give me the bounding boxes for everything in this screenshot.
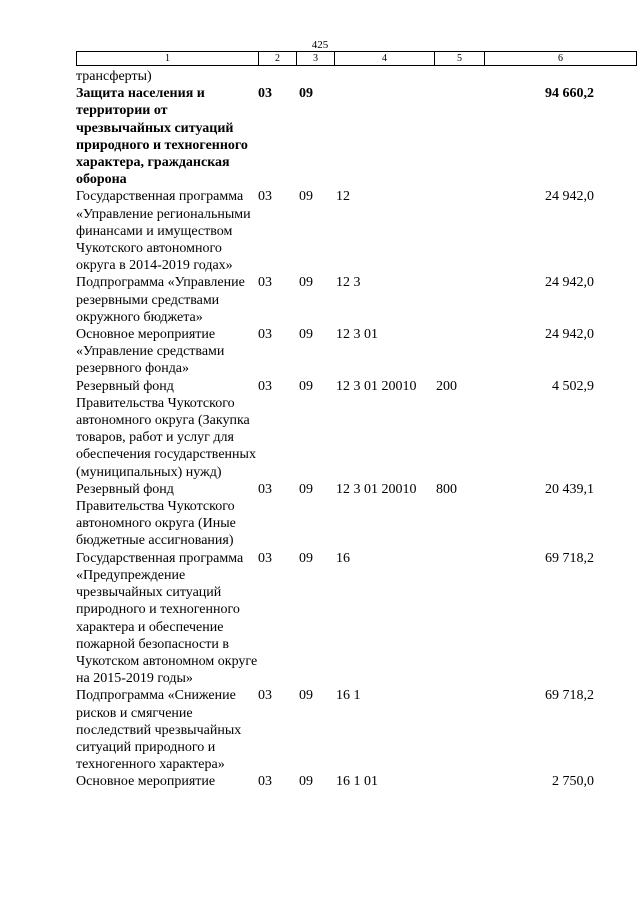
- row-name: Основное мероприятие «Управление средствами резервного фонда»: [76, 327, 225, 377]
- table-row: [76, 326, 606, 378]
- subsection-code: 09: [299, 481, 313, 497]
- column-number-5: 5: [435, 52, 485, 66]
- column-number-2: 2: [259, 52, 297, 66]
- row-name: трансферты): [76, 69, 152, 84]
- target-article-code: 16: [336, 550, 350, 566]
- amount: 24 942,0: [545, 275, 594, 291]
- section-code: 03: [258, 189, 272, 205]
- table-row: [76, 378, 606, 481]
- amount: 69 718,2: [545, 550, 594, 566]
- section-code: 03: [258, 86, 272, 102]
- column-number-1: 1: [77, 52, 259, 66]
- row-name: Государственная программа «Предупреждение чрезвычайных ситуаций природного и техногенного характера и обеспечение пожарной безопасности в Чукотском автономном округе на 2015-2019 годы»: [76, 550, 258, 687]
- table-row: [76, 188, 606, 274]
- target-article-code: 12 3 01 20010: [336, 378, 417, 394]
- table-row: [76, 773, 606, 790]
- subsection-code: 09: [299, 86, 313, 102]
- row-name: Защита населения и территории от чрезвычайных ситуаций природного и техногенного характера, гражданская оборона: [76, 86, 248, 188]
- target-article-code: 12 3 01 20010: [336, 481, 417, 497]
- amount: 24 942,0: [545, 327, 594, 343]
- amount: 20 439,1: [545, 481, 594, 497]
- amount: 24 942,0: [545, 189, 594, 205]
- section-code: 03: [258, 688, 272, 704]
- subsection-code: 09: [299, 774, 313, 790]
- subsection-code: 09: [299, 327, 313, 343]
- target-article-code: 16 1: [336, 688, 361, 704]
- table-row: [76, 85, 606, 188]
- subsection-code: 09: [299, 189, 313, 205]
- target-article-code: 16 1 01: [336, 774, 378, 790]
- row-name: Резервный фонд Правительства Чукотского автономного округа (Закупка товаров, работ и услуг для обеспечения государственных (муниципальных) нужд): [76, 378, 256, 480]
- row-name: Подпрограмма «Управление резервными средствами окружного бюджета»: [76, 275, 245, 325]
- target-article-code: 12: [336, 189, 350, 205]
- page-number: 425: [311, 39, 329, 51]
- amount: 69 718,2: [545, 688, 594, 704]
- column-number-4: 4: [335, 52, 435, 66]
- table-row: [76, 481, 606, 550]
- table-row: [76, 550, 606, 688]
- section-code: 03: [258, 378, 272, 394]
- row-name: Государственная программа «Управление региональными финансами и имуществом Чукотского автономного округа в 2014-2019 годах»: [76, 189, 251, 274]
- row-name: Основное мероприятие: [76, 774, 216, 790]
- row-name: Подпрограмма «Снижение рисков и смягчение последствий чрезвычайных ситуаций природного и техногенного характера»: [76, 688, 242, 773]
- amount: 4 502,9: [552, 378, 594, 394]
- table-row: [76, 274, 606, 326]
- amount: 94 660,2: [545, 86, 594, 102]
- column-number-6: 6: [485, 52, 637, 66]
- subsection-code: 09: [299, 550, 313, 566]
- section-code: 03: [258, 550, 272, 566]
- section-code: 03: [258, 275, 272, 291]
- expense-type-code: 200: [436, 378, 457, 394]
- subsection-code: 09: [299, 275, 313, 291]
- section-code: 03: [258, 327, 272, 343]
- column-number-3: 3: [297, 52, 335, 66]
- table-row: [76, 68, 606, 85]
- section-code: 03: [258, 481, 272, 497]
- row-name: Резервный фонд Правительства Чукотского автономного округа (Иные бюджетные ассигнования): [76, 481, 236, 549]
- target-article-code: 12 3: [336, 275, 361, 291]
- budget-table-body: [76, 68, 606, 791]
- section-code: 03: [258, 774, 272, 790]
- expense-type-code: 800: [436, 481, 457, 497]
- column-header-row: [76, 51, 637, 66]
- subsection-code: 09: [299, 688, 313, 704]
- table-row: [76, 687, 606, 773]
- amount: 2 750,0: [552, 774, 594, 790]
- target-article-code: 12 3 01: [336, 327, 378, 343]
- subsection-code: 09: [299, 378, 313, 394]
